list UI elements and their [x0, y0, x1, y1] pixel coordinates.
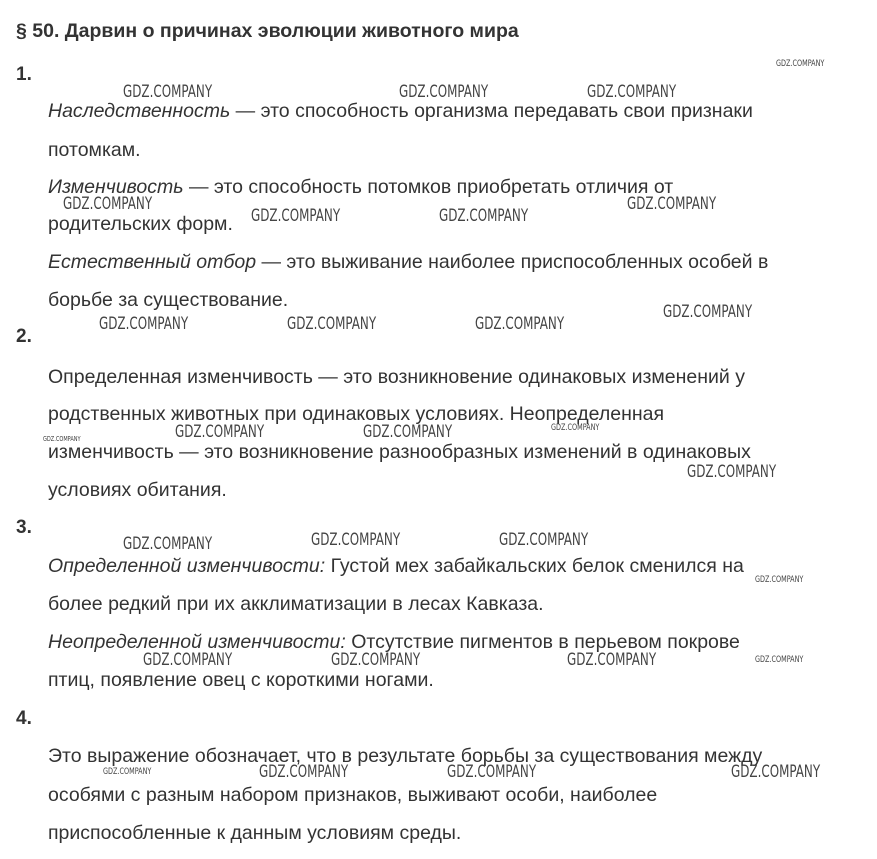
- section-2-line-3: изменчивость — это возникновение разнообразных изменений в одинаковых: [48, 441, 751, 463]
- definition-heredity-line-1: Наследственность — это способность организма передавать свои признаки: [48, 100, 753, 122]
- page-title: § 50. Дарвин о причинах эволюции животного мира: [16, 20, 519, 42]
- example-indefinite-line-2: птиц, появление овец с короткими ногами.: [48, 669, 434, 691]
- watermark: GDZ.COMPANY: [311, 530, 401, 550]
- watermark: GDZ.COMPANY: [251, 206, 341, 226]
- watermark: GDZ.COMPANY: [475, 314, 565, 334]
- section-number-1: 1.: [16, 64, 32, 85]
- watermark: GDZ.COMPANY: [99, 314, 189, 334]
- watermark: GDZ.COMPANY: [755, 575, 804, 585]
- section-4-line-3: приспособленные к данным условиям среды.: [48, 822, 462, 844]
- section-2-line-2: родственных животных при одинаковых условиях. Неопределенная: [48, 403, 665, 425]
- example-definite-line-2: более редкий при их акклиматизации в лесах Кавказа.: [48, 593, 544, 615]
- example-definite-line-1: Определенной изменчивости: Густой мех забайкальских белок сменился на: [48, 555, 744, 577]
- definition-variability-line-1: Изменчивость — это способность потомков приобретать отличия от: [48, 176, 674, 198]
- definition-selection-line-1: Естественный отбор — это выживание наиболее приспособленных особей в: [48, 251, 769, 273]
- watermark: GDZ.COMPANY: [551, 423, 600, 433]
- watermark: GDZ.COMPANY: [731, 762, 821, 782]
- definition-selection-line-2: борьбе за существование.: [48, 289, 289, 311]
- watermark: GDZ.COMPANY: [331, 650, 421, 670]
- watermark: GDZ.COMPANY: [143, 650, 233, 670]
- watermark: GDZ.COMPANY: [687, 462, 777, 482]
- section-number-4: 4.: [16, 708, 32, 729]
- watermark: GDZ.COMPANY: [123, 534, 213, 554]
- example-indefinite-line-1: Неопределенной изменчивости: Отсутствие пигментов в перьевом покрове: [48, 631, 740, 653]
- watermark: GDZ.COMPANY: [755, 655, 804, 665]
- term-heredity: Наследственность: [48, 100, 231, 122]
- watermark: GDZ.COMPANY: [363, 422, 453, 442]
- watermark: GDZ.COMPANY: [123, 82, 213, 102]
- watermark: GDZ.COMPANY: [63, 194, 153, 214]
- watermark: GDZ.COMPANY: [175, 422, 265, 442]
- watermark: GDZ.COMPANY: [663, 302, 753, 322]
- watermark: GDZ.COMPANY: [776, 59, 825, 69]
- watermark: GDZ.COMPANY: [587, 82, 677, 102]
- watermark: GDZ.COMPANY: [259, 762, 349, 782]
- watermark: GDZ.COMPANY: [499, 530, 589, 550]
- watermark: GDZ.COMPANY: [447, 762, 537, 782]
- term-variability: Изменчивость: [48, 176, 184, 198]
- watermark: GDZ.COMPANY: [103, 767, 152, 777]
- term-indefinite-variability: Неопределенной изменчивости:: [48, 631, 346, 653]
- section-2-line-1: Определенная изменчивость — это возникновение одинаковых изменений у: [48, 366, 745, 388]
- term-definite-variability: Определенной изменчивости:: [48, 555, 326, 577]
- watermark: GDZ.COMPANY: [627, 194, 717, 214]
- watermark: GDZ.COMPANY: [567, 650, 657, 670]
- section-2-line-4: условиях обитания.: [48, 479, 227, 501]
- term-natural-selection: Естественный отбор: [48, 251, 257, 273]
- section-number-3: 3.: [16, 517, 32, 538]
- section-4-line-2: особями с разным набором признаков, выживают особи, наиболее: [48, 784, 658, 806]
- definition-variability-line-2: родительских форм.: [48, 213, 233, 235]
- watermark: GDZ.COMPANY: [399, 82, 489, 102]
- watermark: GDZ.COMPANY: [43, 435, 81, 443]
- section-4-line-1: Это выражение обозначает, что в результате борьбы за существования между: [48, 745, 763, 767]
- section-number-2: 2.: [16, 326, 32, 347]
- watermark: GDZ.COMPANY: [287, 314, 377, 334]
- definition-heredity-line-2: потомкам.: [48, 139, 141, 161]
- watermark: GDZ.COMPANY: [439, 206, 529, 226]
